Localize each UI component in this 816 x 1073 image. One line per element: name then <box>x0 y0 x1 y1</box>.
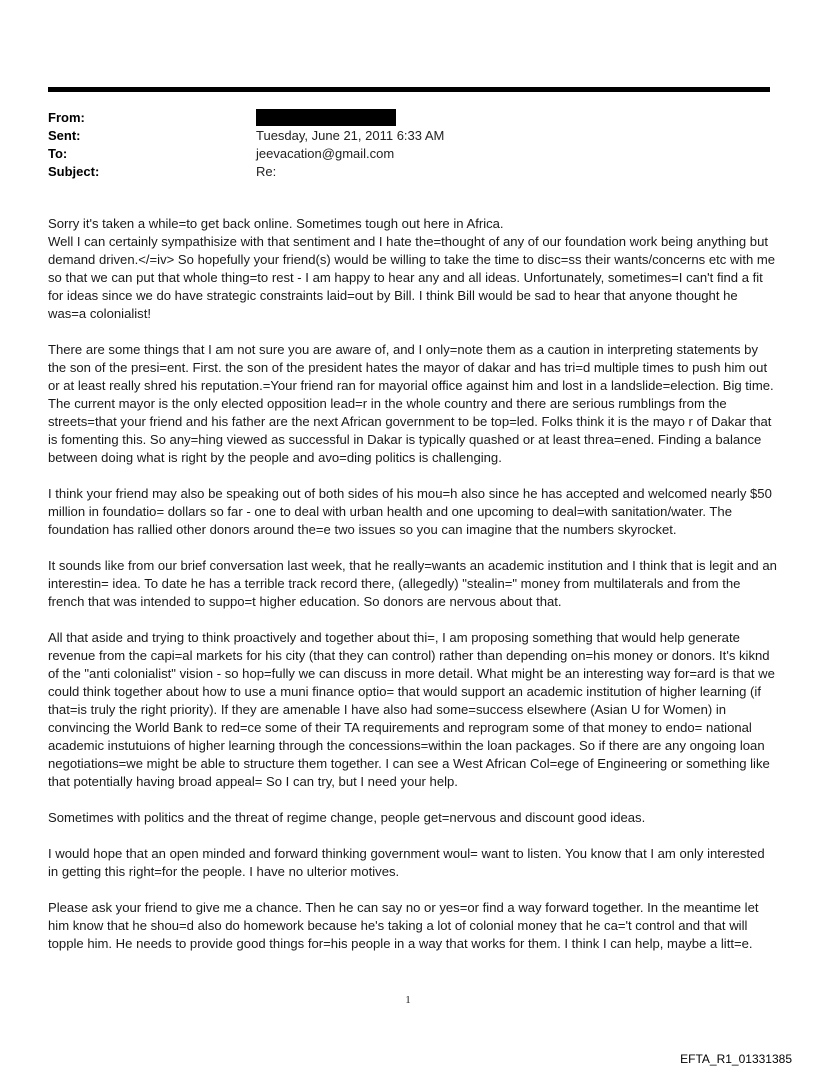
to-row <box>48 145 770 163</box>
subject-row <box>48 163 770 181</box>
redacted-sender <box>256 109 396 126</box>
body-paragraph-2: There are some things that I am not sure you are aware of, and I only=note them as a caution in interpreting statements by the son of the presi=ent. First. the son of the president hates the mayor of dakar and has tri=d multiple times to push him out or at least really shred his reputation.=Your friend ran for mayorial office against him and lost in a landslide=election. Big time. The current mayor is the only elected opposition lead=r in the whole country and there are serious rumblings from the streets=that your friend and his father are the next African government to be top=led. Folks think it is the mayo r of Dakar that is fomenting this. So any=hing viewed as successful in Dakar is typically quashed or at least threa=ened. Finding a balance between doing what is right by the people and avo=ding politics is challenging. <box>48 342 774 465</box>
body-paragraph-3: I think your friend may also be speaking out of both sides of his mou=h also since he has accepted and welcomed nearly $50 million in foundatio= dollars so far - one to deal with urban health and one upcoming to deal=with sanitation/water. The foundation has rallied other donors around the=e two issues so you can imagine that the numbers skyrocket. <box>48 486 772 537</box>
to-value: jeevacation@gmail.com <box>256 146 395 161</box>
sent-label: Sent: <box>48 128 81 143</box>
sent-value: Tuesday, June 21, 2011 6:33 AM <box>256 128 445 143</box>
page-number: 1 <box>405 994 411 1006</box>
email-header <box>48 109 770 181</box>
to-label: To: <box>48 146 68 161</box>
email-body <box>48 215 778 971</box>
body-paragraph-5: All that aside and trying to think proactively and together about thi=, I am proposing something that would help generate revenue from the capi=al markets for his city (that they can control) rather than depending on=his money or donors. It's kiknd of the "anti colonialist" vision - so hop=fully we can discuss in more detail. What might be an interesting way for=ard is that we could think together about how to use a muni finance optio= that would support an academic institution of higher learning (if that=is truly the right priority). If they are amenable I have also had some=success elsewhere (Asian U for Women) in convincing the World Bank to red=ce some of their TA requirements and reprogram some of that money to endo= national academic instutuions of higher learning through the concessions=within the loan packages. So if there are any ongoing loan negotiations=we might be able to structure them together. I can see a West African Col=ege of Engineering or something like that potentially having broad appeal= So I can try, but I need your help. <box>48 630 775 789</box>
body-paragraph-1: Sorry it's taken a while=to get back online. Sometimes tough out here in Africa. Well I can certainly sympathisize with that sentiment and I hate the=thought of any of our foundation work being anything but demand driven.</=iv> So hopefully your friend(s) would be willing to take the time to disc=ss their wants/concerns etc with me so that we can put that whole thing=to rest - I am happy to hear any and all ideas. Unfortunately, sometimes=I can't find a fit for ideas since we do have strategic constraints laid=out by Bill. I think Bill would be sad to hear that anyone thought he was=a colonialist! <box>48 216 776 321</box>
from-label: From: <box>48 110 85 125</box>
from-row <box>48 109 770 127</box>
subject-label: Subject: <box>48 164 100 179</box>
header-divider <box>48 87 770 92</box>
body-paragraph-7: I would hope that an open minded and forward thinking government woul= want to listen. You know that I am only interested in getting this right=for the people. I have no ulterior motives. <box>48 846 765 879</box>
sent-row <box>48 127 770 145</box>
bates-number: EFTA_R1_01331385 <box>680 1052 792 1066</box>
body-paragraph-6: Sometimes with politics and the threat of regime change, people get=nervous and discount good ideas. <box>48 810 646 825</box>
subject-value: Re: <box>256 164 277 179</box>
body-paragraph-8: Please ask your friend to give me a chance. Then he can say no or yes=or find a way forward together. In the meantime let him know that he shou=d also do homework because he's taking a lot of colonial money that he ca='t control and that will topple him. He needs to provide good things for=his people in a way that works for them. I think I can help, maybe a litt=e. <box>48 900 759 951</box>
body-paragraph-4: It sounds like from our brief conversation last week, that he really=wants an academic institution and I think that is legit and an interestin= idea. To date he has a terrible track record there, (allegedly) "stealin=" money from multilaterals and from the french that was intended to suppo=t higher education. So donors are nervous about that. <box>48 558 777 609</box>
